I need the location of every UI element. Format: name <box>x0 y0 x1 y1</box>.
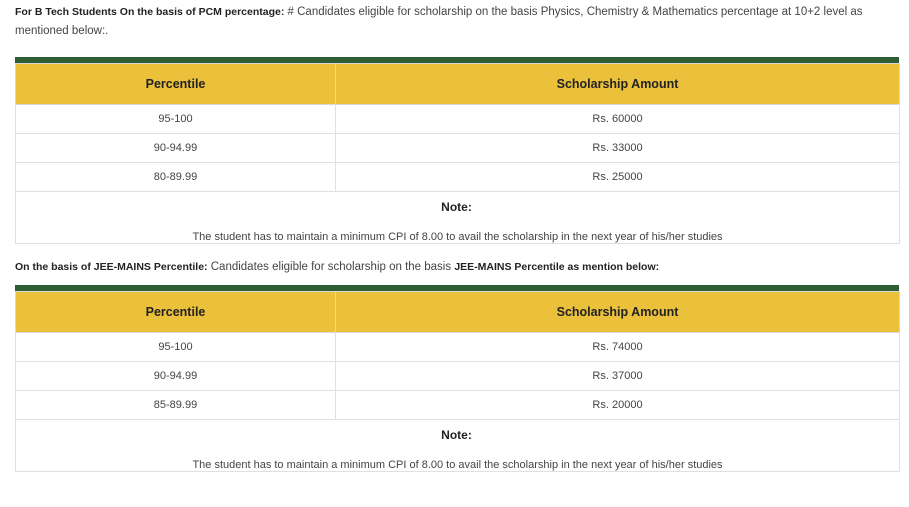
percentile-cell: 90-94.99 <box>16 134 336 163</box>
note-row <box>16 420 900 472</box>
percentile-header: Percentile <box>16 292 336 333</box>
pcm-intro-bold: For B Tech Students On the basis of PCM percentage: <box>15 6 285 18</box>
table-row <box>16 134 900 163</box>
note-label: Note: <box>441 200 472 214</box>
table-row <box>16 105 900 134</box>
table-row <box>16 333 900 362</box>
table-row <box>16 163 900 192</box>
table-header-row <box>16 292 900 333</box>
note-text: The student has to maintain a minimum CPI of 8.00 to avail the scholarship in the next year of his/her studies <box>192 231 723 243</box>
jee-intro-bold2: JEE-MAINS Percentile as mention below: <box>454 261 660 273</box>
amount-cell: Rs. 25000 <box>336 163 900 192</box>
percentile-cell: 95-100 <box>16 105 336 134</box>
jee-intro-text: Candidates eligible for scholarship on the basis <box>207 261 455 273</box>
note-row <box>16 192 900 244</box>
content <box>15 0 900 472</box>
percentile-header: Percentile <box>16 64 336 105</box>
pcm-intro <box>15 0 900 43</box>
scholarship-amount-header: Scholarship Amount <box>336 64 900 105</box>
amount-cell: Rs. 33000 <box>336 134 900 163</box>
percentile-cell: 80-89.99 <box>16 163 336 192</box>
jee-intro-bold: On the basis of JEE-MAINS Percentile: <box>15 261 208 273</box>
amount-cell: Rs. 74000 <box>336 333 900 362</box>
jee-intro <box>15 258 900 279</box>
table-row <box>16 391 900 420</box>
note-label: Note: <box>441 428 472 442</box>
note-text: The student has to maintain a minimum CPI of 8.00 to avail the scholarship in the next year of his/her studies <box>192 459 723 471</box>
table-header-row <box>16 64 900 105</box>
jee-scholarship-table <box>15 285 899 472</box>
note-cell <box>16 420 900 472</box>
amount-cell: Rs. 37000 <box>336 362 900 391</box>
scholarship-amount-header: Scholarship Amount <box>336 292 900 333</box>
pcm-scholarship-table <box>15 57 899 244</box>
amount-cell: Rs. 60000 <box>336 105 900 134</box>
table-row <box>16 362 900 391</box>
percentile-cell: 90-94.99 <box>16 362 336 391</box>
percentile-cell: 85-89.99 <box>16 391 336 420</box>
note-cell <box>16 192 900 244</box>
percentile-cell: 95-100 <box>16 333 336 362</box>
pcm-intro-text: # Candidates eligible for scholarship on the basis Physics, Chemistry & Mathematics percentage at 10+2 level as mentioned below:. <box>15 6 863 37</box>
amount-cell: Rs. 20000 <box>336 391 900 420</box>
